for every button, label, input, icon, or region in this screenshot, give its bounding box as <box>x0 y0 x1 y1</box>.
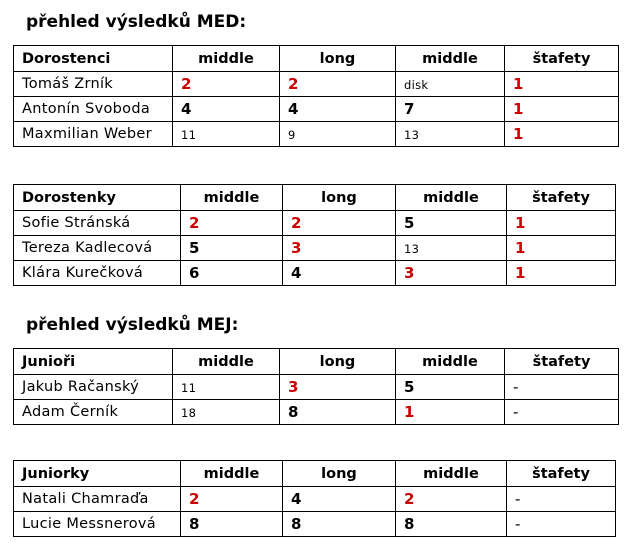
table-row <box>14 122 619 147</box>
athlete-name: Sofie Stránská <box>14 211 181 236</box>
column-header: middle <box>396 349 505 375</box>
result-cell: disk <box>396 72 505 97</box>
result-cell: 1 <box>505 122 619 147</box>
column-header: štafety <box>507 185 616 211</box>
result-cell: 4 <box>280 97 396 122</box>
column-header: middle <box>173 349 280 375</box>
result-cell: - <box>507 512 616 537</box>
result-cell: 3 <box>280 375 396 400</box>
category-header: Junioři <box>14 349 173 375</box>
results-table-juniorky <box>13 460 616 537</box>
result-cell: 1 <box>507 261 616 286</box>
result-cell: 13 <box>396 236 507 261</box>
section-heading-mej: přehled výsledků MEJ: <box>26 315 239 335</box>
result-cell: 11 <box>173 122 280 147</box>
result-cell: 8 <box>280 400 396 425</box>
category-header: Dorostenci <box>14 46 173 72</box>
results-table-dorostenci <box>13 45 619 147</box>
table-row <box>14 400 619 425</box>
column-header: middle <box>173 46 280 72</box>
result-cell: - <box>505 375 619 400</box>
result-cell: - <box>507 487 616 512</box>
table-header-row <box>14 185 616 211</box>
result-cell: 1 <box>505 97 619 122</box>
athlete-name: Natali Chamraďa <box>14 487 181 512</box>
athlete-name: Jakub Račanský <box>14 375 173 400</box>
column-header: štafety <box>507 461 616 487</box>
table-row <box>14 375 619 400</box>
section-heading-med: přehled výsledků MED: <box>26 12 247 32</box>
result-cell: 7 <box>396 97 505 122</box>
table-row <box>14 97 619 122</box>
result-cell: - <box>505 400 619 425</box>
result-cell: 3 <box>396 261 507 286</box>
column-header: middle <box>181 185 283 211</box>
result-cell: 2 <box>396 487 507 512</box>
column-header: štafety <box>505 46 619 72</box>
athlete-name: Tereza Kadlecová <box>14 236 181 261</box>
table-row <box>14 261 616 286</box>
result-cell: 2 <box>280 72 396 97</box>
result-cell: 1 <box>507 236 616 261</box>
column-header: middle <box>181 461 283 487</box>
result-cell: 1 <box>505 72 619 97</box>
table-row <box>14 487 616 512</box>
athlete-name: Klára Kurečková <box>14 261 181 286</box>
result-cell: 5 <box>396 211 507 236</box>
athlete-name: Maxmilian Weber <box>14 122 173 147</box>
result-cell: 5 <box>396 375 505 400</box>
table-row <box>14 72 619 97</box>
result-cell: 4 <box>283 261 396 286</box>
result-cell: 2 <box>173 72 280 97</box>
results-table-dorostenky <box>13 184 616 286</box>
result-cell: 8 <box>283 512 396 537</box>
column-header: štafety <box>505 349 619 375</box>
result-cell: 8 <box>396 512 507 537</box>
result-cell: 2 <box>181 211 283 236</box>
result-cell: 18 <box>173 400 280 425</box>
column-header: long <box>280 46 396 72</box>
athlete-name: Antonín Svoboda <box>14 97 173 122</box>
result-cell: 4 <box>173 97 280 122</box>
column-header: long <box>280 349 396 375</box>
result-cell: 6 <box>181 261 283 286</box>
result-cell: 11 <box>173 375 280 400</box>
column-header: middle <box>396 185 507 211</box>
result-cell: 3 <box>283 236 396 261</box>
athlete-name: Lucie Messnerová <box>14 512 181 537</box>
result-cell: 9 <box>280 122 396 147</box>
table-row <box>14 211 616 236</box>
table-header-row <box>14 349 619 375</box>
result-cell: 2 <box>181 487 283 512</box>
result-cell: 1 <box>396 400 505 425</box>
table-row <box>14 512 616 537</box>
category-header: Juniorky <box>14 461 181 487</box>
category-header: Dorostenky <box>14 185 181 211</box>
table-header-row <box>14 46 619 72</box>
athlete-name: Adam Černík <box>14 400 173 425</box>
result-cell: 1 <box>507 211 616 236</box>
result-cell: 13 <box>396 122 505 147</box>
result-cell: 5 <box>181 236 283 261</box>
table-header-row <box>14 461 616 487</box>
column-header: long <box>283 185 396 211</box>
column-header: middle <box>396 46 505 72</box>
result-cell: 2 <box>283 211 396 236</box>
result-cell: 8 <box>181 512 283 537</box>
column-header: middle <box>396 461 507 487</box>
table-row <box>14 236 616 261</box>
column-header: long <box>283 461 396 487</box>
athlete-name: Tomáš Zrník <box>14 72 173 97</box>
results-table-juniori <box>13 348 619 425</box>
result-cell: 4 <box>283 487 396 512</box>
